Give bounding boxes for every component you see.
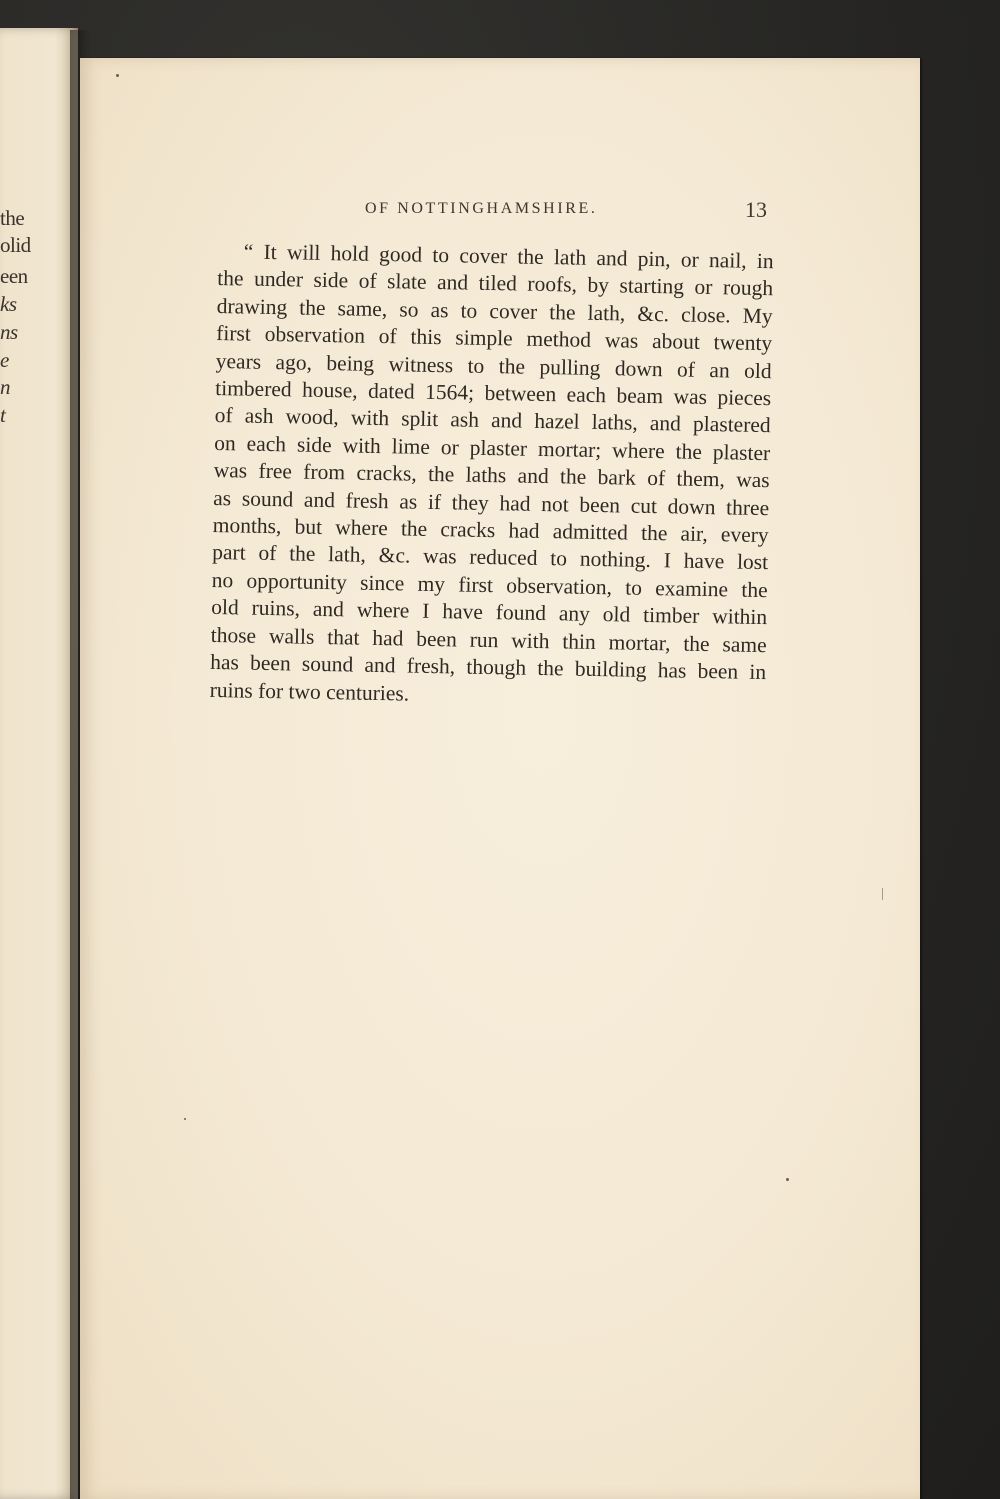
text-line: as sound and fresh as if they had not been cut down three	[213, 485, 770, 520]
paper-speck	[786, 1178, 789, 1181]
page-number: 13	[745, 197, 767, 222]
text-line: was free from cracks, the laths and the bark of them, was	[213, 458, 770, 493]
text-line: no opportunity since my first observation, to examine the	[211, 567, 768, 603]
text-line: “ It will hold good to cover the lath and pin, or nail, in	[243, 239, 774, 274]
left-page-fragment: ks	[0, 292, 17, 316]
text-line: timbered house, dated 1564; between each beam was pieces	[215, 376, 772, 411]
left-page-fragment: een	[0, 264, 28, 288]
text-line: years ago, being witness to the pulling down of an old	[215, 348, 772, 383]
left-page-fragment: the	[0, 206, 25, 230]
text-line: ruins for two centuries.	[209, 677, 410, 706]
left-page-fragment: n	[0, 375, 10, 399]
text-line: those walls that had been run with thin mortar, the same	[210, 622, 767, 657]
text-line: the under side of slate and tiled roofs, by starting or rough	[217, 266, 774, 301]
body-paragraph	[209, 238, 777, 714]
left-page-fragment: olid	[0, 233, 31, 257]
text-line: has been sound and fresh, though the building has been in	[210, 650, 767, 685]
running-head-title: OF NOTTINGHAMSHIRE.	[365, 200, 598, 217]
text-line: on each side with lime or plaster mortar; where the plaster	[214, 430, 771, 465]
text-line: drawing the same, so as to cover the lath, &c. close. My	[216, 293, 773, 328]
text-line: old ruins, and where I have found any old timber within	[211, 595, 768, 630]
text-line: of ash wood, with split ash and hazel laths, and plastered	[214, 403, 771, 438]
text-line: months, but where the cracks had admitted the air, every	[212, 513, 769, 548]
left-page-fragment: ns	[0, 320, 18, 344]
previous-page-edge	[0, 28, 78, 1499]
text-line: part of the lath, &c. was reduced to nothing. I have lost	[212, 540, 769, 575]
paper-speck	[882, 888, 883, 900]
paper-speck	[116, 74, 119, 77]
left-page-fragment: e	[0, 348, 9, 372]
paper-speck	[184, 1118, 186, 1120]
text-line: first observation of this simple method was about twenty	[216, 321, 773, 356]
left-page-fragment: t	[0, 403, 6, 427]
